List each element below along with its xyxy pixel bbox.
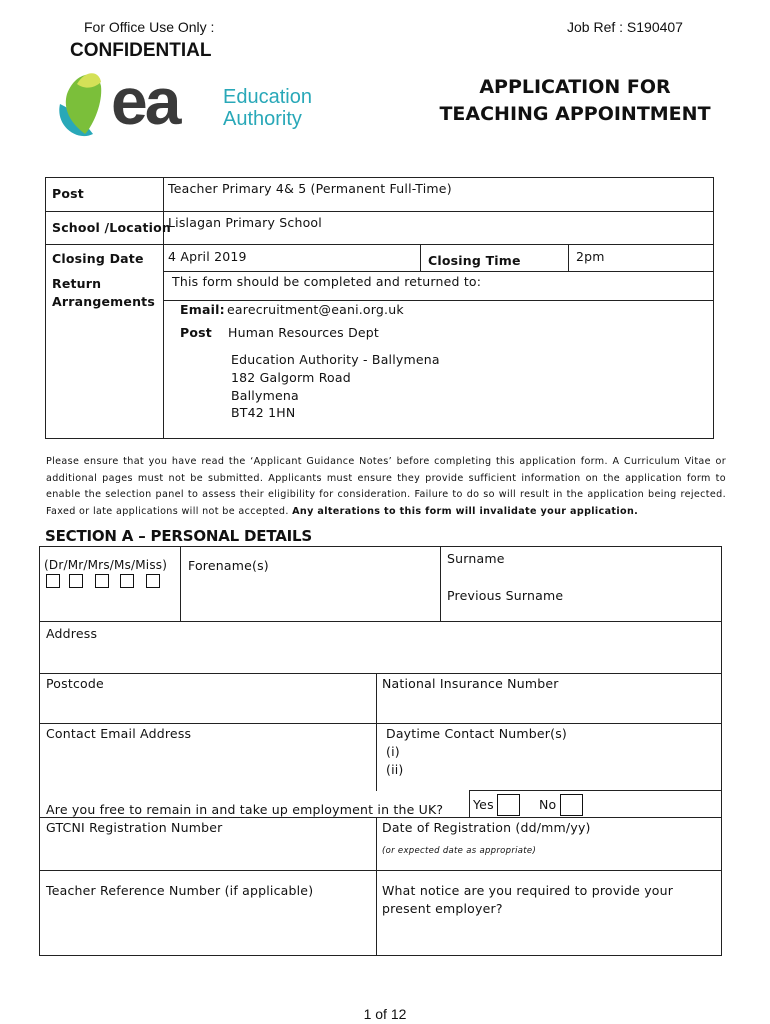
return-intro: This form should be completed and returned to:: [172, 274, 482, 289]
yes-label: Yes: [473, 797, 494, 812]
school-value: Lislagan Primary School: [168, 215, 322, 230]
education-authority-logo: [55, 64, 330, 146]
confidential-label: CONFIDENTIAL: [70, 40, 212, 61]
notice-period-label-line2: present employer?: [382, 901, 503, 916]
post-value: Teacher Primary 4& 5 (Permanent Full-Time): [168, 181, 452, 196]
title-miss-checkbox[interactable]: [146, 574, 160, 588]
closing-time-label: Closing Time: [428, 253, 521, 268]
registration-date-label: Date of Registration (dd/mm/yy): [382, 820, 591, 835]
title-options-label: (Dr/Mr/Mrs/Ms/Miss): [44, 558, 168, 572]
guidance-notice-text: Please ensure that you have read the ‘Applicant Guidance Notes’ before completing this application form. A Curriculum Vitae or additional pages must not be submitted. Applicants must ensure they provide sufficient information on the application form to enable the selection panel to assess their eligibility for consideration. Failure to do so will result in the application being rejected. Faxed or late applications will not be accepted.: [46, 456, 726, 517]
closing-date-value: 4 April 2019: [168, 249, 247, 264]
teacher-reference-label: Teacher Reference Number (if applicable): [46, 883, 314, 898]
daytime-number-ii: (ii): [386, 762, 404, 777]
no-label: No: [539, 797, 557, 812]
surname-label: Surname: [447, 551, 505, 566]
no-checkbox[interactable]: [560, 794, 583, 816]
gtcni-label: GTCNI Registration Number: [46, 820, 223, 835]
title-mrs-checkbox[interactable]: [95, 574, 109, 588]
post-label: Post: [52, 186, 84, 201]
guidance-notice-bold: Any alterations to this form will invalidate your application.: [292, 505, 639, 517]
address-line5: BT42 1HN: [231, 405, 296, 420]
email-label: Email:: [180, 302, 225, 317]
job-ref: Job Ref : S190407: [567, 19, 683, 35]
logo-word-education: Education: [223, 86, 312, 108]
email-value[interactable]: earecruitment@eani.org.uk: [227, 302, 404, 317]
daytime-number-i: (i): [386, 744, 400, 759]
closing-time-value: 2pm: [576, 249, 605, 264]
school-label: School /Location: [52, 220, 172, 235]
registration-date-note: (or expected date as appropriate): [382, 846, 537, 856]
form-title-line1: APPLICATION FOR: [479, 76, 671, 98]
yes-checkbox[interactable]: [497, 794, 520, 816]
contact-email-label: Contact Email Address: [46, 726, 192, 741]
page-number: 1 of 12: [363, 1006, 407, 1022]
return-label-line1: Return: [52, 276, 102, 291]
uk-employment-question: Are you free to remain in and take up employment in the UK?: [46, 802, 444, 817]
logo-word-authority: Authority: [223, 108, 302, 130]
daytime-number-label: Daytime Contact Number(s): [386, 726, 567, 741]
section-a-heading: SECTION A – PERSONAL DETAILS: [45, 527, 312, 545]
title-mr-checkbox[interactable]: [69, 574, 83, 588]
address-line2: Education Authority - Ballymena: [231, 352, 440, 367]
title-ms-checkbox[interactable]: [120, 574, 134, 588]
office-use-label: For Office Use Only :: [84, 19, 215, 35]
forename-label: Forename(s): [188, 558, 269, 573]
notice-period-label-line1: What notice are you required to provide your: [382, 883, 674, 898]
logo-letters: ea: [111, 64, 179, 138]
postcode-label: Postcode: [46, 676, 104, 691]
closing-date-label: Closing Date: [52, 251, 144, 266]
previous-surname-label: Previous Surname: [447, 588, 564, 603]
guidance-notice: [46, 454, 726, 520]
return-label-line2: Arrangements: [52, 294, 155, 309]
address-line3: 182 Galgorm Road: [231, 370, 351, 385]
title-dr-checkbox[interactable]: [46, 574, 60, 588]
address-line1: Human Resources Dept: [228, 325, 380, 340]
ni-number-label: National Insurance Number: [382, 676, 559, 691]
form-title: [430, 74, 720, 128]
form-title-line2: TEACHING APPOINTMENT: [439, 103, 711, 125]
address-label: Address: [46, 626, 98, 641]
address-line4: Ballymena: [231, 388, 299, 403]
post-address-label: Post: [180, 325, 212, 340]
